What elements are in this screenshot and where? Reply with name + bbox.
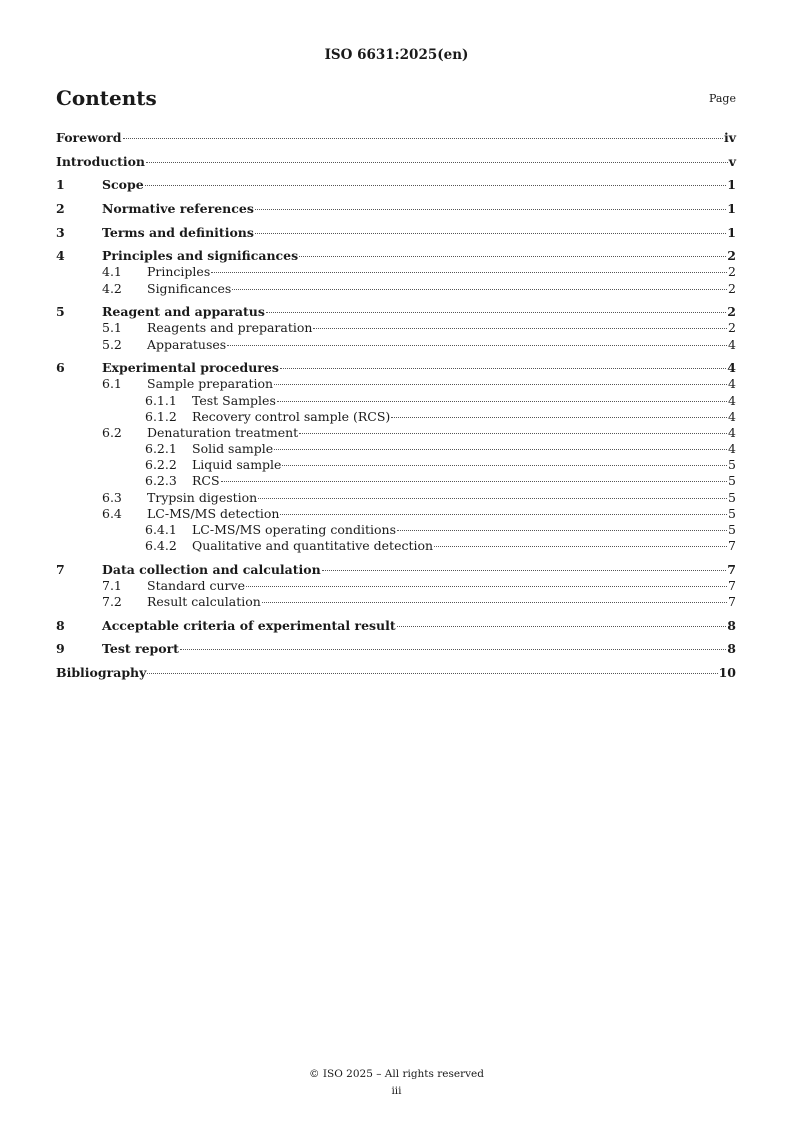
toc-number: 9: [56, 641, 65, 656]
toc-entry[interactable]: [0, 337, 793, 353]
toc-entry[interactable]: [0, 457, 793, 473]
toc-title: Test report: [102, 641, 179, 656]
toc-leader: [274, 449, 727, 450]
toc-title: LC-MS/MS detection: [147, 506, 280, 521]
toc-title: Liquid sample: [192, 457, 282, 472]
toc-title: LC-MS/MS operating conditions: [192, 522, 396, 537]
toc-number: 6.1.2: [145, 409, 177, 424]
toc-title: Sample preparation: [147, 376, 274, 391]
toc-leader: [246, 586, 727, 587]
toc-leader: [211, 272, 727, 273]
toc-title: Reagents and preparation: [147, 320, 313, 335]
toc-title: Test Samples: [192, 393, 276, 408]
toc-number: 6.3: [102, 490, 122, 505]
toc-number: 5.1: [102, 320, 122, 335]
toc-title: Normative references: [102, 201, 254, 216]
toc-entry[interactable]: [0, 618, 793, 634]
toc-entry[interactable]: [0, 473, 793, 489]
toc-page: 2: [728, 320, 736, 335]
toc-page: 7: [727, 562, 736, 577]
toc-number: 4: [56, 248, 65, 263]
toc-leader: [397, 626, 727, 627]
toc-number: 6.2.2: [145, 457, 177, 472]
toc-title: Significances: [147, 281, 232, 296]
toc-title: Qualitative and quantitative detection: [192, 538, 434, 553]
toc-entry[interactable]: [0, 264, 793, 280]
toc-leader: [391, 417, 727, 418]
toc-entry[interactable]: [0, 594, 793, 610]
toc-entry[interactable]: [0, 490, 793, 506]
toc-leader: [255, 209, 726, 210]
toc-page: 7: [728, 538, 736, 553]
toc-title: Principles: [147, 264, 211, 279]
toc-number: 6.2: [102, 425, 122, 440]
toc-page: 5: [728, 522, 736, 537]
toc-number: 7: [56, 562, 65, 577]
toc-leader: [145, 185, 727, 186]
toc-page: 7: [728, 578, 736, 593]
page-footer: [0, 1066, 793, 1100]
toc-leader: [280, 368, 726, 369]
toc-page: 4: [728, 425, 736, 440]
toc-page: 7: [728, 594, 736, 609]
toc-title: Denaturation treatment: [147, 425, 299, 440]
toc-title: Principles and significances: [102, 248, 299, 263]
toc-title: Result calculation: [147, 594, 261, 609]
toc-page: 5: [728, 473, 736, 488]
toc-number: 2: [56, 201, 65, 216]
toc-entry[interactable]: [0, 409, 793, 425]
toc-page: 4: [728, 376, 736, 391]
toc-number: 6.4.2: [145, 538, 177, 553]
toc-entry[interactable]: [0, 665, 793, 681]
toc-title: Solid sample: [192, 441, 274, 456]
toc-title: Terms and definitions: [102, 225, 254, 240]
toc-page: 2: [728, 281, 736, 296]
toc-entry[interactable]: [0, 130, 793, 146]
toc-leader: [221, 481, 728, 482]
toc-title: Bibliography: [56, 665, 147, 680]
toc-number: 7.1: [102, 578, 122, 593]
toc-leader: [282, 465, 727, 466]
toc-number: 6.2.1: [145, 441, 177, 456]
toc-page: 1: [727, 177, 736, 192]
toc-leader: [258, 498, 727, 499]
toc-page: iv: [723, 130, 736, 145]
toc-page: 2: [727, 248, 736, 263]
toc-leader: [266, 312, 726, 313]
toc-number: 3: [56, 225, 65, 240]
toc-page: 4: [727, 360, 736, 375]
toc-number: 1: [56, 177, 65, 192]
toc-number: 4.1: [102, 264, 122, 279]
toc-page: 5: [728, 457, 736, 472]
toc-entry[interactable]: [0, 201, 793, 217]
toc-entry[interactable]: [0, 562, 793, 578]
toc-title: Reagent and apparatus: [102, 304, 265, 319]
toc-title: Foreword: [56, 130, 122, 145]
toc-entry[interactable]: [0, 538, 793, 554]
toc-page: 2: [728, 264, 736, 279]
toc-entry[interactable]: [0, 441, 793, 457]
toc-title: Recovery control sample (RCS): [192, 409, 391, 424]
toc-number: 6: [56, 360, 65, 375]
toc-title: Standard curve: [147, 578, 245, 593]
toc-leader: [262, 602, 727, 603]
toc-number: 5.2: [102, 337, 122, 352]
toc-entry[interactable]: [0, 578, 793, 594]
toc-entry[interactable]: [0, 320, 793, 336]
toc-number: 8: [56, 618, 65, 633]
toc-entry[interactable]: [0, 360, 793, 376]
toc-number: 6.4.1: [145, 522, 177, 537]
toc-number: 6.2.3: [145, 473, 177, 488]
toc-entry[interactable]: [0, 641, 793, 657]
toc-page: 5: [728, 490, 736, 505]
toc-number: 7.2: [102, 594, 122, 609]
toc-page: 4: [728, 409, 736, 424]
toc-page: 1: [727, 201, 736, 216]
toc-entry[interactable]: [0, 154, 793, 170]
toc-page: 5: [728, 506, 736, 521]
toc-title: Acceptable criteria of experimental result: [102, 618, 396, 633]
toc-title: Data collection and calculation: [102, 562, 321, 577]
toc-page: 4: [728, 441, 736, 456]
toc-number: 5: [56, 304, 65, 319]
toc-leader: [232, 289, 727, 290]
toc-entry[interactable]: [0, 376, 793, 392]
toc-leader: [299, 433, 727, 434]
toc-entry[interactable]: [0, 281, 793, 297]
copyright-notice: © ISO 2025 – All rights reserved: [309, 1068, 484, 1080]
toc-page: 1: [727, 225, 736, 240]
toc-title: RCS: [192, 473, 220, 488]
toc-leader: [280, 514, 727, 515]
toc-leader: [180, 649, 726, 650]
toc-entry[interactable]: [0, 248, 793, 264]
toc-title: Experimental procedures: [102, 360, 279, 375]
toc-page: 10: [718, 665, 736, 680]
toc-entry[interactable]: [0, 225, 793, 241]
toc-page: 4: [728, 337, 736, 352]
toc-number: 6.1.1: [145, 393, 177, 408]
page-column-label: Page: [708, 92, 736, 105]
toc-leader: [255, 233, 726, 234]
toc-entry[interactable]: [0, 425, 793, 441]
page-number: iii: [391, 1085, 402, 1097]
toc-number: 6.1: [102, 376, 122, 391]
page-title: Contents: [56, 86, 157, 110]
toc-leader: [313, 328, 727, 329]
toc-page: v: [728, 154, 736, 169]
toc-leader: [147, 673, 717, 674]
toc-leader: [434, 546, 727, 547]
toc-entry[interactable]: [0, 393, 793, 409]
toc-title: Scope: [102, 177, 144, 192]
toc-entry[interactable]: [0, 522, 793, 538]
toc-leader: [227, 345, 727, 346]
toc-leader: [322, 570, 727, 571]
toc-entry[interactable]: [0, 506, 793, 522]
toc-title: Trypsin digestion: [147, 490, 258, 505]
toc-leader: [123, 138, 723, 139]
toc-number: 4.2: [102, 281, 122, 296]
toc-leader: [299, 256, 726, 257]
toc-leader: [277, 401, 727, 402]
toc-page: 8: [727, 618, 736, 633]
toc-page: 2: [727, 304, 736, 319]
toc-entry[interactable]: [0, 304, 793, 320]
document-header: ISO 6631:2025(en): [324, 47, 469, 63]
toc-page: 4: [728, 393, 736, 408]
toc-leader: [274, 384, 727, 385]
toc-entry[interactable]: [0, 177, 793, 193]
toc-title: Introduction: [56, 154, 146, 169]
toc-page: 8: [727, 641, 736, 656]
toc-title: Apparatuses: [147, 337, 227, 352]
toc-leader: [146, 162, 728, 163]
toc-number: 6.4: [102, 506, 122, 521]
toc-leader: [397, 530, 727, 531]
